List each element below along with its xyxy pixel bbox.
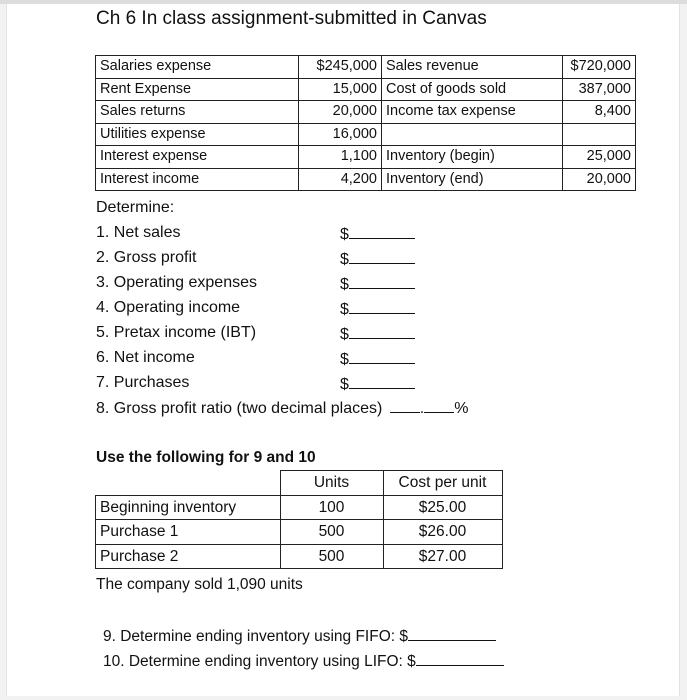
account-value [563, 123, 636, 146]
dollar-sign: $ [340, 301, 349, 318]
table-row [96, 146, 636, 169]
decimal-point: . [419, 400, 425, 417]
account-value: 8,400 [563, 101, 636, 124]
answer-field[interactable] [340, 349, 415, 369]
answer-blank[interactable] [390, 398, 420, 413]
inventory-label: Purchase 1 [96, 520, 281, 545]
question-label: 3. Operating expenses [96, 274, 257, 291]
answer-blank[interactable] [349, 349, 415, 364]
table-row [96, 544, 503, 569]
dollar-sign: $ [340, 351, 349, 368]
empty-cell [96, 471, 281, 496]
inventory-units: 500 [280, 544, 383, 569]
table-row [96, 495, 503, 520]
question-label: 5. Pretax income (IBT) [96, 324, 257, 341]
answer-blank[interactable] [349, 299, 415, 314]
account-value: 1,100 [299, 146, 382, 169]
table-row [96, 56, 636, 79]
answer-field[interactable] [340, 374, 415, 394]
answer-field[interactable] [340, 299, 415, 319]
question-label: 10. Determine ending inventory using LIFO: [103, 653, 403, 670]
account-value: $245,000 [299, 56, 382, 79]
account-value: 20,000 [299, 101, 382, 124]
inventory-cost: $27.00 [383, 544, 502, 569]
account-label: Rent Expense [96, 78, 299, 101]
inventory-table [95, 470, 503, 569]
answer-blank[interactable] [349, 374, 415, 389]
account-label: Utilities expense [96, 123, 299, 146]
dollar-sign: $ [340, 226, 349, 243]
question-9 [103, 626, 496, 646]
answer-field[interactable] [340, 274, 415, 294]
page-title: Ch 6 In class assignment-submitted in Canvas [96, 8, 487, 29]
account-label: Income tax expense [382, 101, 563, 124]
accounts-table [95, 55, 636, 191]
dollar-sign: $ [340, 326, 349, 343]
answer-blank[interactable] [349, 274, 415, 289]
inventory-units: 100 [280, 495, 383, 520]
table-row [96, 101, 636, 124]
determine-heading: Determine: [96, 199, 175, 216]
question-label: 8. Gross profit ratio (two decimal places) [96, 400, 383, 417]
account-value: 387,000 [563, 78, 636, 101]
account-label: Interest expense [96, 146, 299, 169]
question-10 [103, 651, 504, 671]
account-value: 4,200 [299, 168, 382, 191]
account-label [382, 123, 563, 146]
answer-blank[interactable] [349, 324, 415, 339]
inventory-label: Beginning inventory [96, 495, 281, 520]
dollar-sign: $ [340, 251, 349, 268]
dollar-sign: $ [340, 276, 349, 293]
account-label: Sales revenue [382, 56, 563, 79]
answer-blank[interactable] [408, 626, 496, 641]
account-label: Inventory (begin) [382, 146, 563, 169]
inventory-units: 500 [280, 520, 383, 545]
account-value: 25,000 [563, 146, 636, 169]
question-label: 1. Net sales [96, 224, 181, 241]
inventory-label: Purchase 2 [96, 544, 281, 569]
question-label: 9. Determine ending inventory using FIFO: [103, 628, 396, 645]
dollar-sign: $ [407, 653, 416, 670]
inventory-heading: Use the following for 9 and 10 [96, 449, 316, 466]
inventory-cost: $26.00 [383, 520, 502, 545]
answer-blank[interactable] [424, 398, 454, 413]
table-row [96, 123, 636, 146]
percent-sign: % [454, 400, 469, 417]
answer-field[interactable] [340, 324, 415, 344]
question-8 [96, 398, 468, 418]
units-sold-note: The company sold 1,090 units [96, 576, 303, 593]
account-value: 15,000 [299, 78, 382, 101]
answer-blank[interactable] [349, 224, 415, 239]
account-label: Interest income [96, 168, 299, 191]
question-label: 6. Net income [96, 349, 195, 366]
question-label: 4. Operating income [96, 299, 241, 316]
table-row [96, 78, 636, 101]
table-row [96, 520, 503, 545]
account-label: Salaries expense [96, 56, 299, 79]
account-label: Cost of goods sold [382, 78, 563, 101]
question-label: 7. Purchases [96, 374, 190, 391]
table-header-row [96, 471, 503, 496]
account-label: Inventory (end) [382, 168, 563, 191]
account-value: $720,000 [563, 56, 636, 79]
answer-blank[interactable] [416, 651, 504, 666]
inventory-cost: $25.00 [383, 495, 502, 520]
answer-blank[interactable] [349, 249, 415, 264]
answer-field[interactable] [340, 224, 415, 244]
account-label: Sales returns [96, 101, 299, 124]
dollar-sign: $ [340, 376, 349, 393]
column-header-cost: Cost per unit [383, 471, 502, 496]
account-value: 20,000 [563, 168, 636, 191]
question-label: 2. Gross profit [96, 249, 197, 266]
answer-field[interactable] [340, 249, 415, 269]
column-header-units: Units [280, 471, 383, 496]
table-row [96, 168, 636, 191]
dollar-sign: $ [399, 628, 408, 645]
account-value: 16,000 [299, 123, 382, 146]
